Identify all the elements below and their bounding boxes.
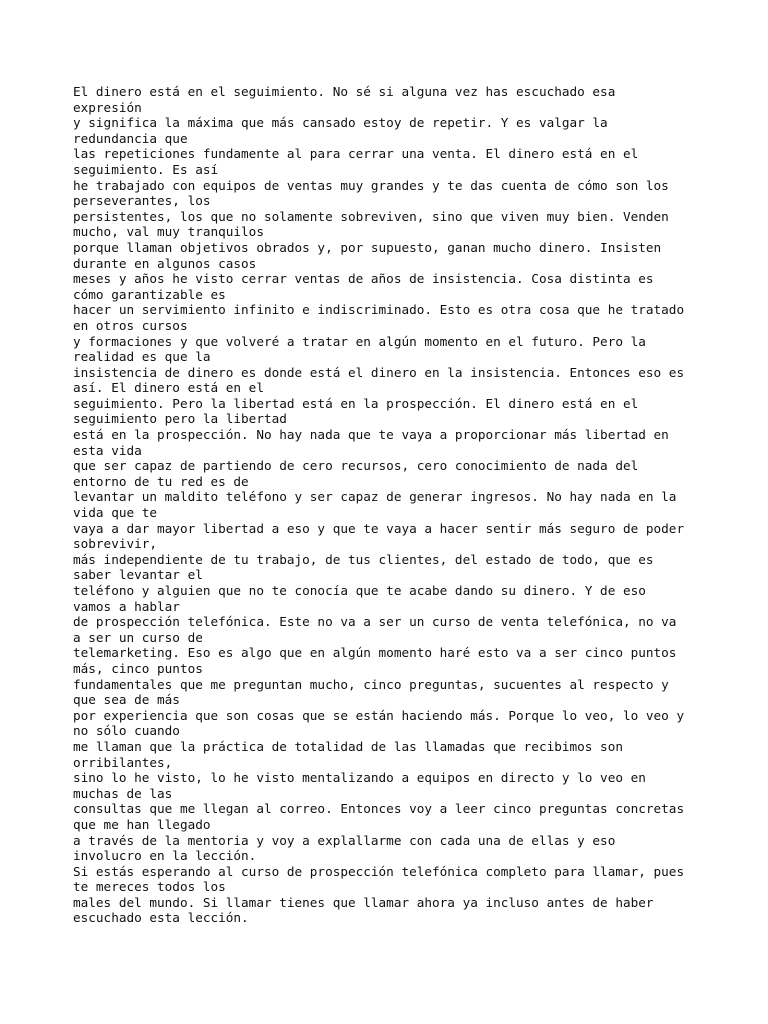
text-line: realidad es que la	[73, 349, 211, 365]
text-line: telemarketing. Eso es algo que en algún momento haré esto va a ser cinco puntos	[73, 645, 677, 661]
text-line: seguimiento. Pero la libertad está en la prospección. El dinero está en el	[73, 395, 639, 411]
text-line: durante en algunos casos	[73, 255, 257, 271]
text-line: que me han llegado	[73, 816, 211, 832]
text-line: más independiente de tu trabajo, de tus clientes, del estado de todo, que es	[73, 551, 654, 567]
text-line: de prospección telefónica. Este no va a ser un curso de venta telefónica, no va	[73, 614, 677, 630]
text-line: levantar un maldito teléfono y ser capaz de generar ingresos. No hay nada en la	[73, 489, 677, 505]
text-line: me llaman que la práctica de totalidad de las llamadas que recibimos son	[73, 738, 623, 754]
text-line: persistentes, los que no solamente sobreviven, sino que viven muy bien. Venden	[73, 208, 669, 224]
text-line: saber levantar el	[73, 567, 203, 583]
text-line: a través de la mentoria y voy a explallarme con cada una de ellas y eso	[73, 832, 616, 848]
text-line: escuchado esta lección.	[73, 910, 249, 926]
text-line: insistencia de dinero es donde está el dinero en la insistencia. Entonces eso es	[73, 364, 685, 380]
text-line: y formaciones y que volveré a tratar en algún momento en el futuro. Pero la	[73, 333, 646, 349]
text-line: males del mundo. Si llamar tienes que llamar ahora ya incluso antes de haber	[73, 894, 654, 910]
text-line: así. El dinero está en el	[73, 380, 264, 396]
text-line: y significa la máxima que más cansado estoy de repetir. Y es valgar la	[73, 115, 608, 131]
text-line: sobrevivir,	[73, 536, 158, 552]
text-line: vaya a dar mayor libertad a eso y que te vaya a hacer sentir más seguro de poder	[73, 520, 685, 536]
text-line: que ser capaz de partiendo de cero recursos, cero conocimiento de nada del	[73, 458, 639, 474]
text-line: orribilantes,	[73, 754, 173, 770]
text-line: perseverantes, los	[73, 193, 211, 209]
text-line: a ser un curso de	[73, 629, 203, 645]
text-line: sino lo he visto, lo he visto mentalizando a equipos en directo y lo veo en	[73, 770, 646, 786]
text-line: vamos a hablar	[73, 598, 180, 614]
text-line: en otros cursos	[73, 317, 188, 333]
text-line: he trabajado con equipos de ventas muy grandes y te das cuenta de cómo son los	[73, 177, 669, 193]
text-line: seguimiento. Es así	[73, 161, 219, 177]
text-line: entorno de tu red es de	[73, 473, 249, 489]
text-line: porque llaman objetivos obrados y, por supuesto, ganan mucho dinero. Insisten	[73, 239, 662, 255]
text-line: por experiencia que son cosas que se están haciendo más. Porque lo veo, lo veo y	[73, 707, 685, 723]
text-line: muchas de las	[73, 785, 173, 801]
text-line: más, cinco puntos	[73, 660, 203, 676]
text-line: redundancia que	[73, 130, 188, 146]
text-line: El dinero está en el seguimiento. No sé si alguna vez has escuchado esa	[73, 84, 616, 99]
text-line: fundamentales que me preguntan mucho, cinco preguntas, sucuentes al respecto y	[73, 676, 669, 692]
text-line: que sea de más	[73, 692, 180, 708]
text-line: te mereces todos los	[73, 879, 226, 895]
text-line: involucro en la lección.	[73, 848, 257, 864]
document-page	[73, 84, 703, 926]
text-line: Si estás esperando al curso de prospección telefónica completo para llamar, pues	[73, 863, 685, 879]
text-line: seguimiento pero la libertad	[73, 411, 287, 427]
text-line: expresión	[73, 99, 142, 115]
text-line: mucho, val muy tranquilos	[73, 224, 264, 240]
text-line: cómo garantizable es	[73, 286, 226, 302]
text-line: no sólo cuando	[73, 723, 180, 739]
text-line: esta vida	[73, 442, 142, 458]
text-line: consultas que me llegan al correo. Entonces voy a leer cinco preguntas concretas	[73, 801, 685, 817]
text-line: hacer un servimiento infinito e indiscriminado. Esto es otra cosa que he tratado	[73, 302, 685, 318]
text-line: está en la prospección. No hay nada que te vaya a proporcionar más libertad en	[73, 427, 669, 443]
text-line: vida que te	[73, 505, 158, 521]
text-line: teléfono y alguien que no te conocía que te acabe dando su dinero. Y de eso	[73, 583, 646, 598]
text-line: meses y años he visto cerrar ventas de años de insistencia. Cosa distinta es	[73, 271, 654, 287]
text-line: las repeticiones fundamente al para cerrar una venta. El dinero está en el	[73, 146, 639, 162]
